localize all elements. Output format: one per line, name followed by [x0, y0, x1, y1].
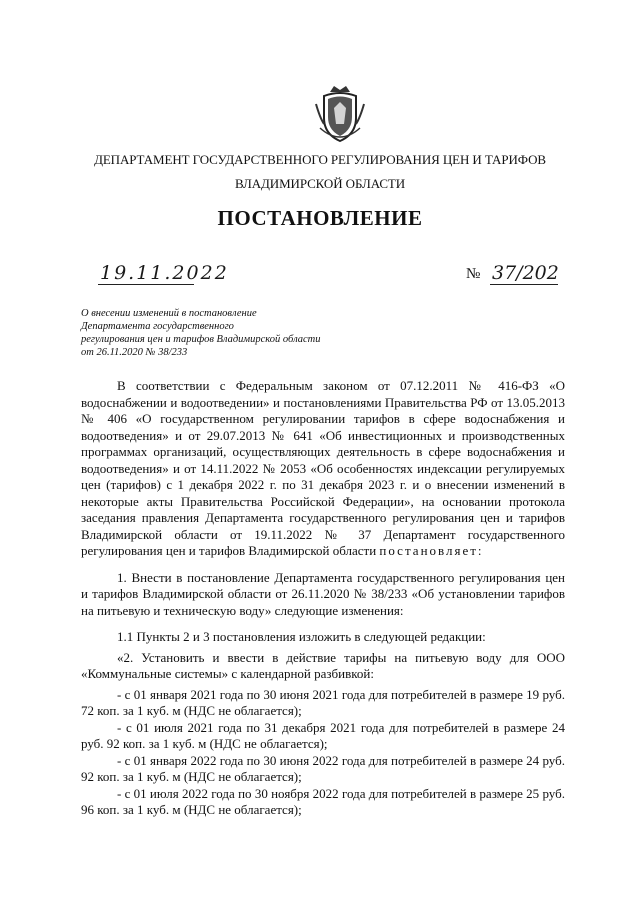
subject-line: Департамента государственного — [81, 321, 234, 332]
preamble-paragraph — [81, 378, 565, 560]
document-title: ПОСТАНОВЛЕНИЕ — [217, 206, 423, 230]
number-label: № — [466, 266, 481, 282]
preamble-text: В соответствии с Федеральным законом от 07.12.2011 № 416-ФЗ «О водоснабжении и водоотведении» и постановлениями Правительства РФ от 13.05.2013 № 406 «О государственном регулировании тарифов в сфере водоснабжения и водоотведения» и от 29.07.2013 № 641 «Об инвестиционных и производственных программах организаций, осуществляющих деятельность в сфере водоснабжения и водоотведения» и от 14.11.2022 № 2053 «Об особенностях индексации регулируемых цен (тарифов) с 1 декабря 2022 г. по 31 декабря 2023 г. и о внесении изменений в некоторые акты Правительства Российской Федерации», на основании протокола заседания правления Департамента государственного регулирования цен и тарифов Владимирской области от 19.11.2022 № 37 Департамент государственного регулирования цен и тарифов Владимирской области — [81, 378, 565, 558]
tariff-line: - с 01 января 2021 года по 30 июня 2021 года для потребителей в размере 19 руб. 72 коп. за 1 куб. м (НДС не облагается); — [81, 686, 565, 718]
department-name-line1: ДЕПАРТАМЕНТ ГОСУДАРСТВЕННОГО РЕГУЛИРОВАНИЯ ЦЕН И ТАРИФОВ — [94, 152, 546, 167]
document-date: 19.11.2022 — [100, 262, 229, 284]
date-underline — [98, 284, 194, 285]
department-name-line2: ВЛАДИМИРСКОЙ ОБЛАСТИ — [234, 176, 406, 191]
item-1-paragraph: 1. Внести в постановление Департамента государственного регулирования цен и тарифов Владимирской области от 26.11.2020 № 38/233 «Об установлении тарифов на питьевую и техническую воду» следующие изменения: — [81, 569, 565, 618]
item-1-1-paragraph: 1.1 Пункты 2 и 3 постановления изложить в следующей редакции: — [117, 629, 486, 644]
tariff-line: - с 01 июля 2021 года по 31 декабря 2021 года для потребителей в размере 24 руб. 92 коп. за 1 куб. м (НДС не облагается); — [81, 719, 565, 751]
item-2-paragraph: «2. Установить и ввести в действие тарифы на питьевую воду для ООО «Коммунальные системы» с календарной разбивкой: — [81, 649, 565, 681]
document-body — [81, 378, 565, 819]
tariff-line: - с 01 июля 2022 года по 30 ноября 2022 года для потребителей в размере 25 руб. 96 коп. за 1 куб. м (НДС не облагается); — [81, 785, 565, 817]
tariff-line: - с 01 января 2022 года по 30 июня 2022 года для потребителей в размере 24 руб. 92 коп. за 1 куб. м (НДС не облагается); — [81, 752, 565, 784]
subject-line: от 26.11.2020 № 38/233 — [81, 347, 188, 358]
subject-line: О внесении изменений в постановление — [81, 308, 257, 319]
subject-line: регулирования цен и тарифов Владимирской области — [81, 334, 321, 345]
document-subject — [81, 307, 401, 359]
number-underline — [490, 284, 558, 285]
document-number: 37/202 — [492, 262, 559, 284]
preamble-verb: постановляет: — [379, 543, 484, 558]
coat-of-arms-icon — [314, 84, 366, 144]
